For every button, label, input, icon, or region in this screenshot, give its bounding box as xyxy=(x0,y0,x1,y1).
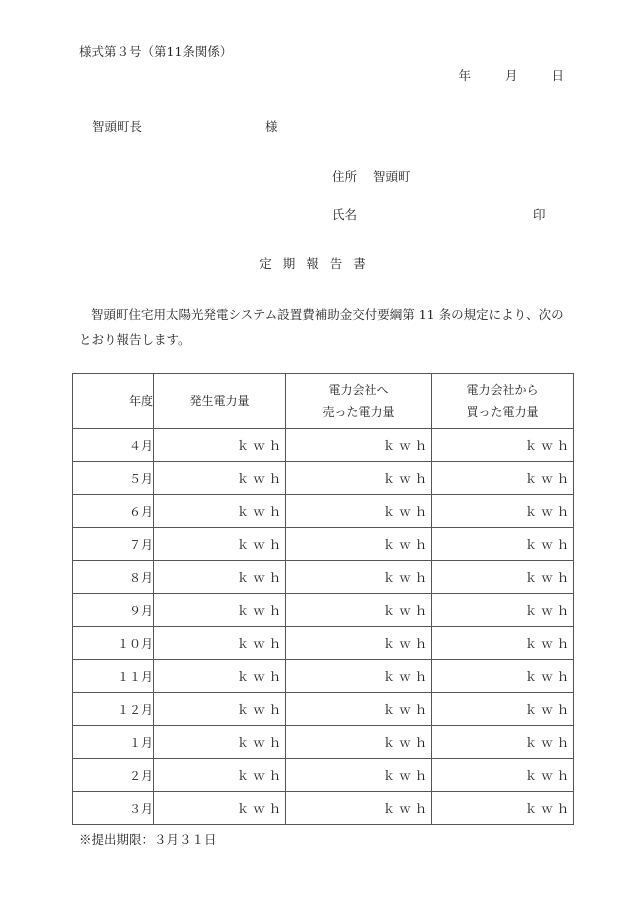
bought-cell: ｋｗｈ xyxy=(432,693,574,726)
bought-cell: ｋｗｈ xyxy=(432,660,574,693)
month-cell: ３月 xyxy=(73,792,154,825)
table-row xyxy=(73,726,574,759)
table-row xyxy=(73,627,574,660)
table-header-row xyxy=(73,374,574,429)
sold-cell: ｋｗｈ xyxy=(286,726,432,759)
date-day-label: 日 xyxy=(551,68,564,83)
generated-cell: ｋｗｈ xyxy=(154,594,286,627)
month-cell: １２月 xyxy=(73,693,154,726)
date-month-label: 月 xyxy=(504,68,518,83)
table-row xyxy=(73,561,574,594)
header-sold xyxy=(286,374,432,429)
generated-cell: ｋｗｈ xyxy=(154,792,286,825)
generated-cell: ｋｗｈ xyxy=(154,561,286,594)
month-cell: ５月 xyxy=(73,462,154,495)
bought-cell: ｋｗｈ xyxy=(432,429,574,462)
table-row xyxy=(73,462,574,495)
table-row xyxy=(73,528,574,561)
sold-cell: ｋｗｈ xyxy=(286,792,432,825)
generated-cell: ｋｗｈ xyxy=(154,462,286,495)
date-year-label: 年 xyxy=(458,68,471,83)
bought-cell: ｋｗｈ xyxy=(432,759,574,792)
sold-cell: ｋｗｈ xyxy=(286,759,432,792)
sold-cell: ｋｗｈ xyxy=(286,429,432,462)
address-value: 智頭町 xyxy=(373,169,411,184)
generated-cell: ｋｗｈ xyxy=(154,660,286,693)
date-line xyxy=(458,66,564,84)
header-sold-line1: 電力会社へ xyxy=(328,383,389,397)
header-bought-line1: 電力会社から xyxy=(466,383,539,397)
generated-cell: ｋｗｈ xyxy=(154,627,286,660)
bought-cell: ｋｗｈ xyxy=(432,594,574,627)
header-bought-line2: 買った電力量 xyxy=(466,405,539,419)
bought-cell: ｋｗｈ xyxy=(432,792,574,825)
sold-cell: ｋｗｈ xyxy=(286,561,432,594)
month-cell: １０月 xyxy=(73,627,154,660)
table-row xyxy=(73,594,574,627)
table-row xyxy=(73,759,574,792)
generated-cell: ｋｗｈ xyxy=(154,759,286,792)
sold-cell: ｋｗｈ xyxy=(286,528,432,561)
header-bought xyxy=(432,374,574,429)
form-number: 様式第３号（第11条関係） xyxy=(79,44,233,59)
month-cell: ９月 xyxy=(73,594,154,627)
header-sold-line2: 売った電力量 xyxy=(322,405,395,419)
sold-cell: ｋｗｈ xyxy=(286,462,432,495)
generated-cell: ｋｗｈ xyxy=(154,495,286,528)
bought-cell: ｋｗｈ xyxy=(432,462,574,495)
month-cell: ６月 xyxy=(73,495,154,528)
bought-cell: ｋｗｈ xyxy=(432,495,574,528)
month-cell: １１月 xyxy=(73,660,154,693)
bought-cell: ｋｗｈ xyxy=(432,627,574,660)
bought-cell: ｋｗｈ xyxy=(432,528,574,561)
bought-cell: ｋｗｈ xyxy=(432,726,574,759)
sold-cell: ｋｗｈ xyxy=(286,660,432,693)
table-row xyxy=(73,660,574,693)
table-row xyxy=(73,495,574,528)
header-generated: 発生電力量 xyxy=(154,374,286,429)
submission-deadline: ※提出期限：３月３１日 xyxy=(79,832,217,847)
document-title: 定期報告書 xyxy=(259,256,377,271)
body-text: 智頭町住宅用太陽光発電システム設置費補助金交付要綱第 11 条の規定により、次のとおり報告します。 xyxy=(79,307,564,347)
table-row xyxy=(73,693,574,726)
month-cell: １月 xyxy=(73,726,154,759)
table-row xyxy=(73,429,574,462)
generated-cell: ｋｗｈ xyxy=(154,693,286,726)
seal-mark: 印 xyxy=(533,207,546,222)
month-cell: ２月 xyxy=(73,759,154,792)
month-cell: ８月 xyxy=(73,561,154,594)
addressee-name: 智頭町長 xyxy=(92,119,143,134)
month-cell: ７月 xyxy=(73,528,154,561)
generated-cell: ｋｗｈ xyxy=(154,528,286,561)
addressee-honorific: 様 xyxy=(265,119,278,134)
generated-cell: ｋｗｈ xyxy=(154,726,286,759)
sold-cell: ｋｗｈ xyxy=(286,495,432,528)
table-row xyxy=(73,792,574,825)
bought-cell: ｋｗｈ xyxy=(432,561,574,594)
month-cell: ４月 xyxy=(73,429,154,462)
name-label: 氏名 xyxy=(332,207,358,222)
report-table xyxy=(72,373,574,825)
sold-cell: ｋｗｈ xyxy=(286,693,432,726)
header-year: 年度 xyxy=(73,374,154,429)
generated-cell: ｋｗｈ xyxy=(154,429,286,462)
sold-cell: ｋｗｈ xyxy=(286,627,432,660)
sold-cell: ｋｗｈ xyxy=(286,594,432,627)
address-label: 住所 xyxy=(332,169,358,184)
